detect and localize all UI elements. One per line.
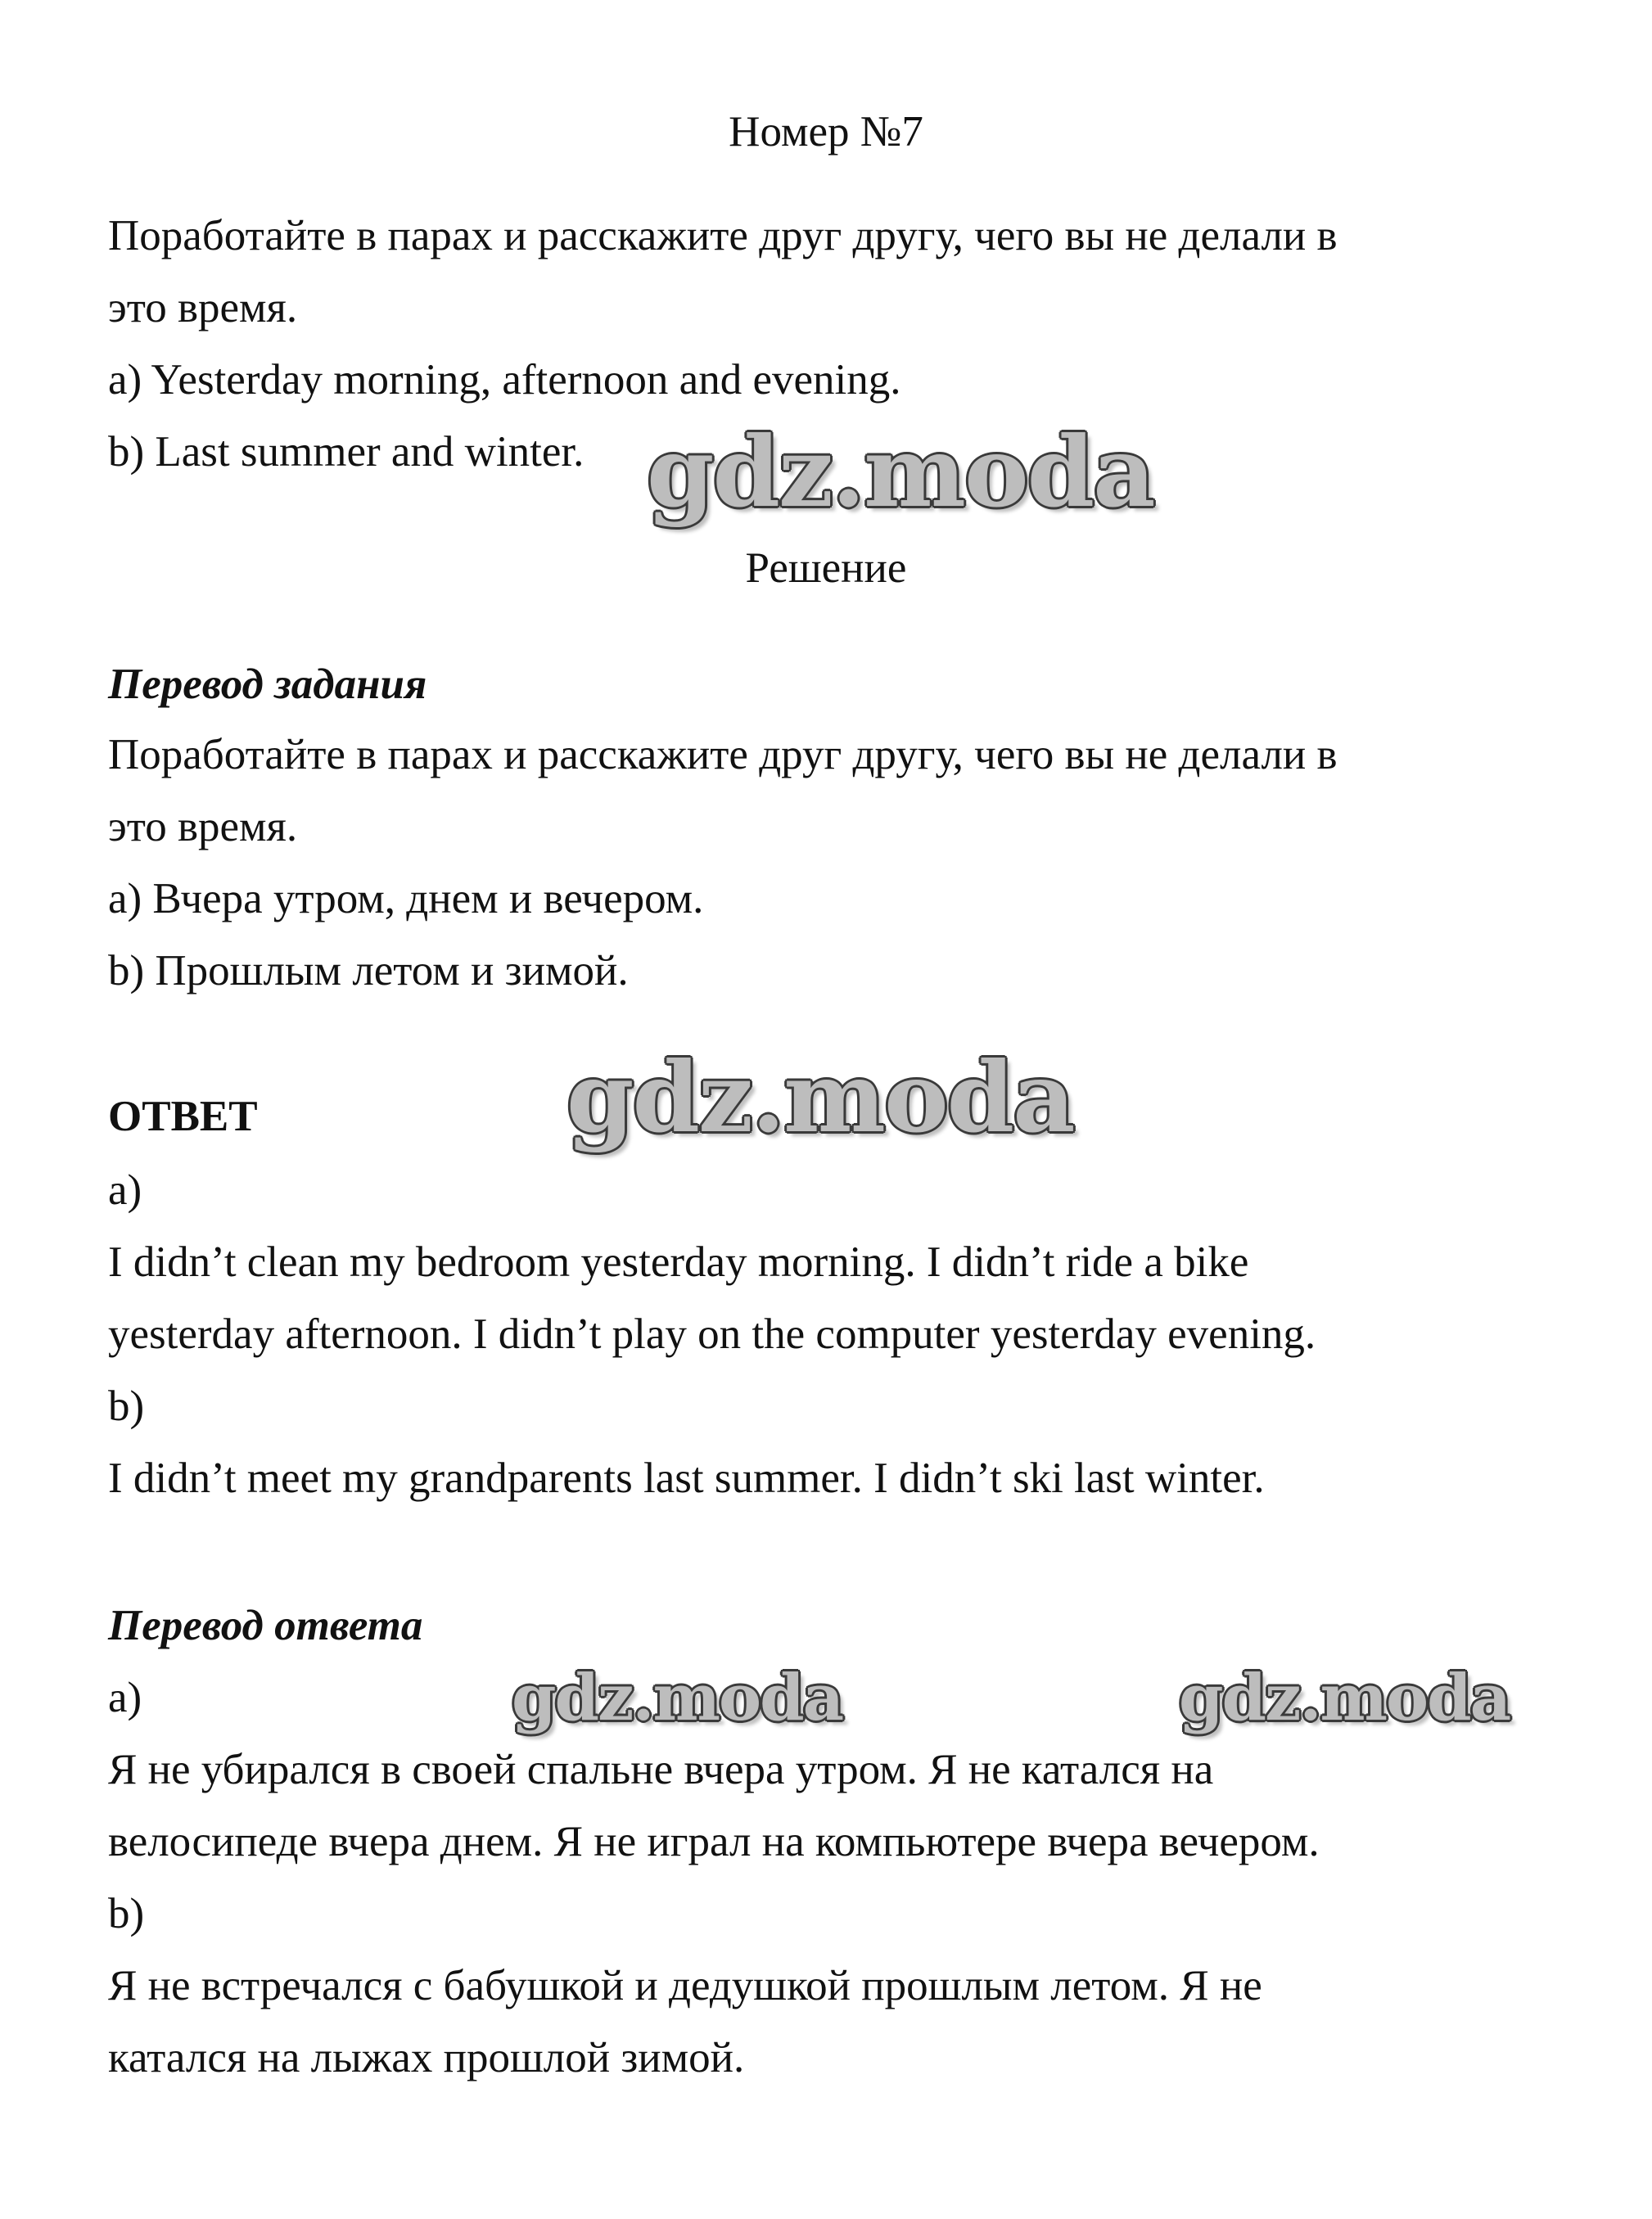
watermark-logo: gdz.moda [1179, 1661, 1510, 1735]
watermark-logo: gdz.moda [512, 1661, 843, 1735]
answer-translation-a-line-1: Я не убирался в своей спальне вчера утром. Я не катался на [108, 1746, 1214, 1793]
answer-translation-heading: Перевод ответа [108, 1602, 423, 1649]
watermark-logo: gdz.moda [566, 1040, 1074, 1154]
answer-a-line-2: yesterday afternoon. I didn’t play on the computer yesterday evening. [108, 1310, 1316, 1358]
task-translation-item-a: a) Вчера утром, днем и вечером. [108, 875, 704, 922]
answer-a-line-1: I didn’t clean my bedroom yesterday morning. I didn’t ride a bike [108, 1238, 1249, 1286]
answer-translation-label-b: b) [108, 1890, 145, 1937]
answer-label-b: b) [108, 1382, 145, 1430]
task-translation-line-2: это время. [108, 803, 298, 850]
answer-heading: ОТВЕТ [108, 1093, 258, 1140]
task-translation-heading: Перевод задания [108, 661, 427, 708]
task-intro-line-2: это время. [108, 284, 298, 331]
watermark-logo: gdz.moda [647, 415, 1154, 529]
answer-label-a: a) [108, 1166, 142, 1214]
solution-label: Решение [745, 544, 907, 592]
answer-translation-b-line-1: Я не встречался с бабушкой и дедушкой прошлым летом. Я не [108, 1962, 1262, 2009]
task-item-b: b) Last summer and winter. [108, 428, 585, 476]
page-title: Номер №7 [729, 108, 923, 156]
task-intro-line-1: Поработайте в парах и расскажите друг другу, чего вы не делали в [108, 212, 1338, 259]
task-translation-line-1: Поработайте в парах и расскажите друг другу, чего вы не делали в [108, 731, 1338, 778]
answer-b-line-1: I didn’t meet my grandparents last summer. I didn’t ski last winter. [108, 1455, 1265, 1502]
task-translation-item-b: b) Прошлым летом и зимой. [108, 947, 629, 994]
answer-translation-b-line-2: катался на лыжах прошлой зимой. [108, 2034, 745, 2081]
answer-translation-a-line-2: велосипеде вчера днем. Я не играл на компьютере вчера вечером. [108, 1818, 1320, 1865]
task-item-a: a) Yesterday morning, afternoon and evening. [108, 356, 901, 404]
answer-translation-label-a: a) [108, 1674, 142, 1721]
